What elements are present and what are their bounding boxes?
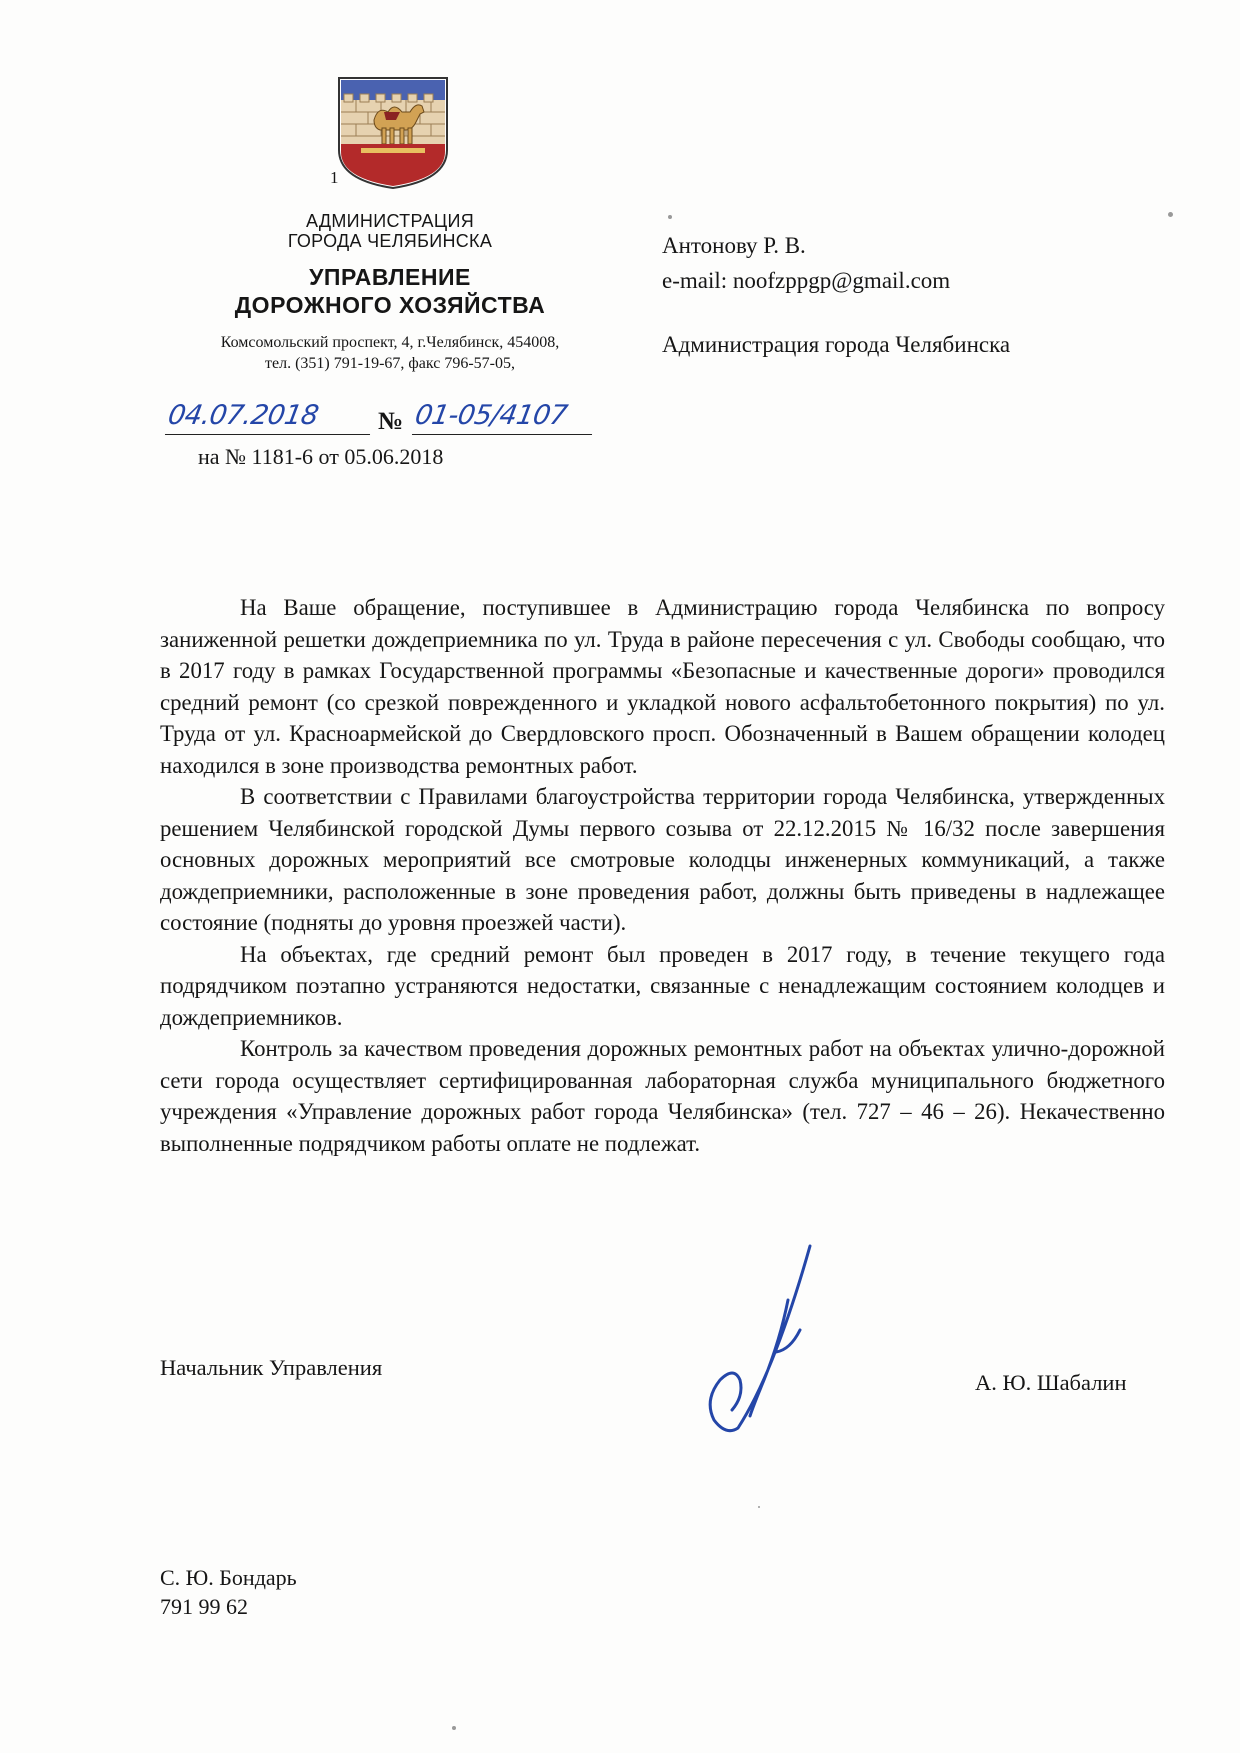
scan-speck: [1168, 212, 1173, 217]
reply-reference: на № 1181-6 от 05.06.2018: [198, 444, 444, 469]
department-name-line2: ДОРОЖНОГО ХОЗЯЙСТВА: [234, 292, 546, 318]
signatory-title: Начальник Управления: [160, 1355, 383, 1380]
recipient-name: Антонову Р. В.: [662, 233, 806, 258]
executor-phone: 791 99 62: [160, 1594, 248, 1619]
administration-city: ГОРОДА ЧЕЛЯБИНСКА: [287, 231, 493, 251]
body-paragraph: В соответствии с Правилами благоустройства территории города Челябинска, утвержденных решением Челябинской городской Думы первого созыва от 22.12.2015 № 16/32 после завершения основных дорожных мероприятий все смотровые колодцы инженерных коммуникаций, а также дождеприемники, расположенные в зоне проведения работ, должны быть приведены в надлежащее состояние (подняты до уровня проезжей части).: [160, 784, 1165, 935]
registration-number-sign: №: [378, 408, 404, 435]
scan-speck: [668, 215, 672, 219]
recipient-organization: Администрация города Челябинска: [662, 332, 1011, 357]
scan-speck: [452, 1726, 456, 1730]
executor-name: С. Ю. Бондарь: [160, 1565, 297, 1590]
body-paragraph: Контроль за качеством проведения дорожных ремонтных работ на объектах улично-дорожной сети города осуществляет сертифицированная лабораторная служба муниципального бюджетного учреждения «Управление дорожных работ города Челябинска» (тел. 727 – 46 – 26). Некачественно выполненные подрядчиком работы оплате не подлежат.: [160, 1036, 1165, 1156]
signatory-name: А. Ю. Шабалин: [975, 1370, 1127, 1395]
registration-number: 01-05/4107: [412, 400, 598, 435]
registration-date: 04.07.2018: [165, 400, 376, 435]
body-paragraph: На Ваше обращение, поступившее в Администрацию города Челябинска по вопросу заниженной решетки дождеприемника по ул. Труда в районе пересечения с ул. Свободы сообщаю, что в 2017 году в рамках Государственной программы «Безопасные и качественные дороги» проводился средний ремонт (со срезкой поврежденного и укладкой нового асфальтобетонного покрытия) по ул. Труда от ул. Красноармейской до Свердловского просп. Обозначенный в Вашем обращении колодец находился в зоне производства ремонтных работ.: [160, 595, 1165, 778]
emblem-mark: 1: [330, 168, 339, 187]
coat-of-arms-icon: [339, 78, 447, 188]
handwritten-signature: [680, 1240, 840, 1440]
city-emblem: [336, 72, 450, 190]
body-paragraph: На объектах, где средний ремонт был проведен в 2017 году, в течение текущего года подрядчиком поэтапно устраняются недостатки, связанные с ненадлежащим состоянием колодцев и дождеприемников.: [160, 941, 1165, 1030]
recipient-email: e-mail: noofzppgp@gmail.com: [662, 268, 951, 293]
letter-body: [160, 592, 1165, 1159]
administration-name: АДМИНИСТРАЦИЯ: [305, 211, 475, 231]
sender-phone-fax: тел. (351) 791-19-67, факс 796-57-05,: [265, 355, 515, 372]
department-name-line1: УПРАВЛЕНИЕ: [309, 264, 471, 290]
scan-speck: [758, 1506, 760, 1508]
sender-address: Комсомольский проспект, 4, г.Челябинск, 454008,: [220, 334, 560, 351]
